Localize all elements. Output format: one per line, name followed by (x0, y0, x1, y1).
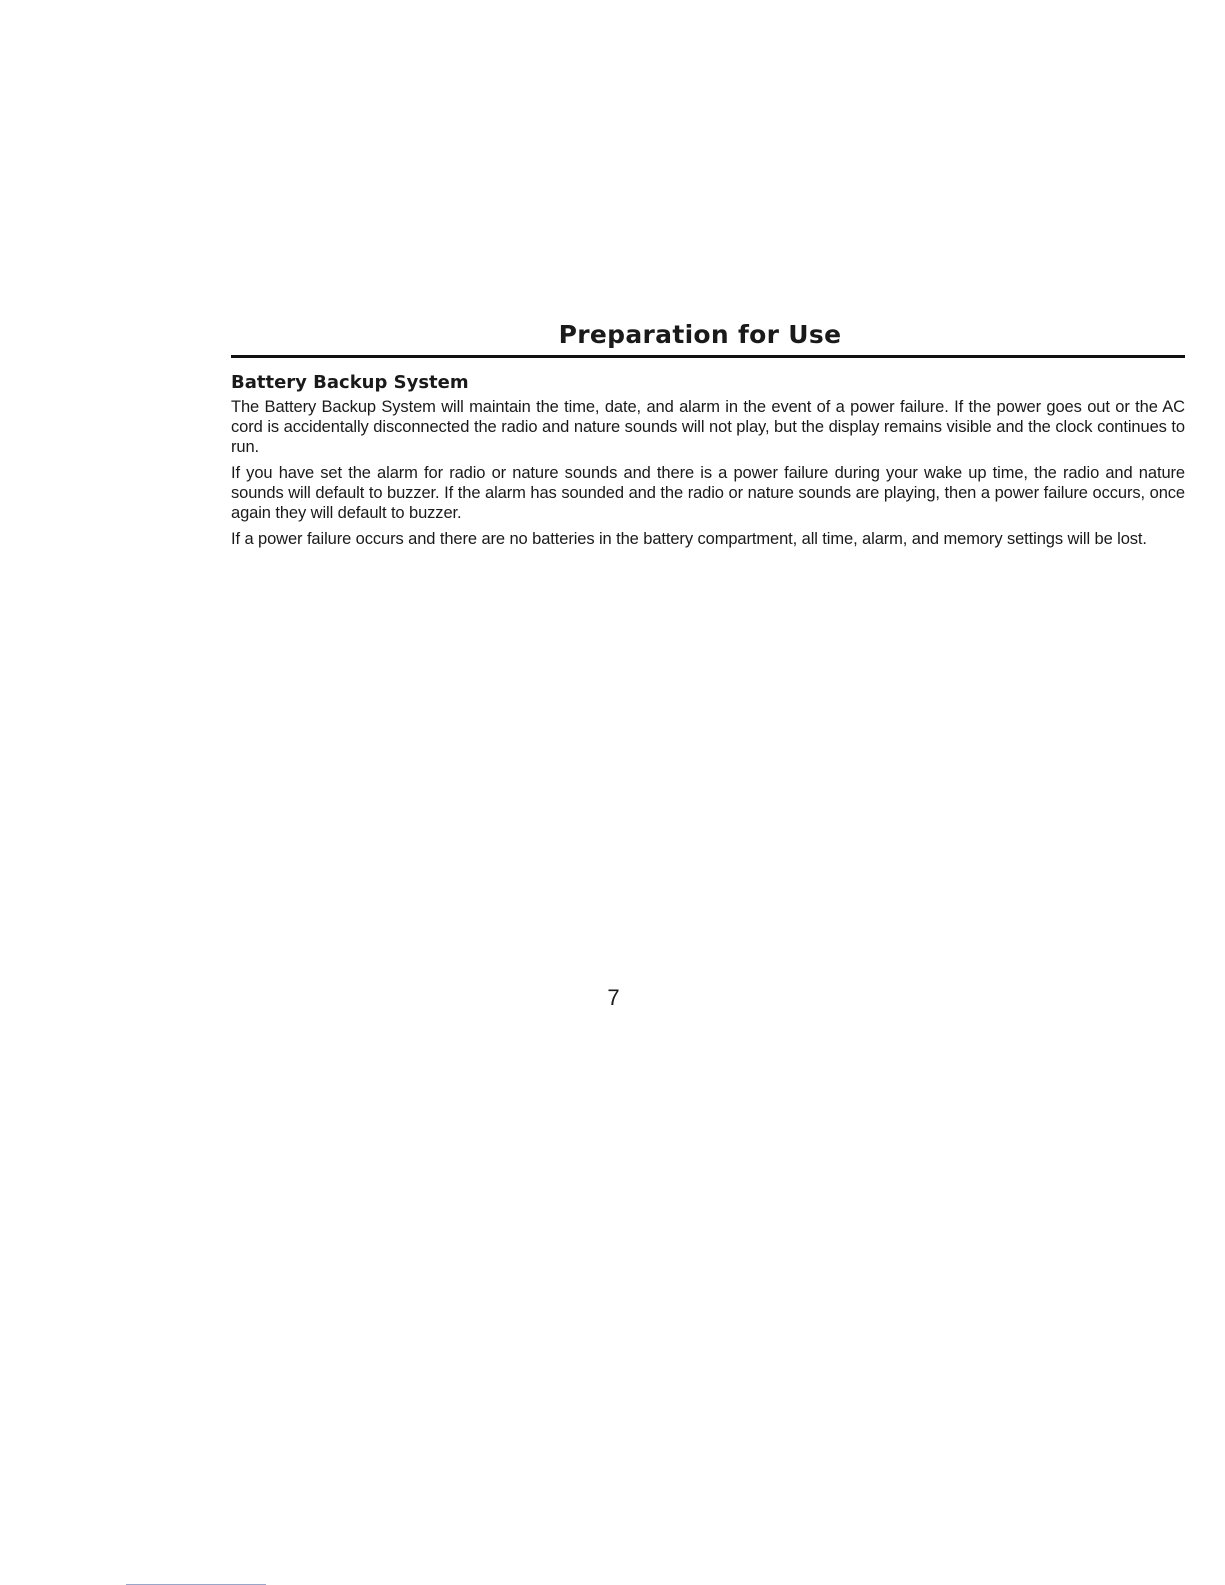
page-content (231, 320, 1185, 555)
subsection-title: Battery Backup System (231, 372, 469, 393)
section-divider (231, 355, 1185, 358)
paragraph-settings-lost: If a power failure occurs and there are no batteries in the battery compartment, all time, alarm, and memory settings will be lost. (231, 530, 1147, 548)
paragraph-battery-backup-intro: The Battery Backup System will maintain the time, date, and alarm in the event of a power failure. If the power goes out or the AC cord is accidentally disconnected the radio and nature sounds will not play, but the display remains visible and the clock continues to run. (231, 398, 1185, 456)
section-title: Preparation for Use (558, 320, 842, 349)
paragraph-alarm-default-buzzer: If you have set the alarm for radio or nature sounds and there is a power failure during your wake up time, the radio and nature sounds will default to buzzer. If the alarm has sounded and the radio or nature sounds are playing, then a power failure occurs, once again they will default to buzzer. (231, 464, 1185, 522)
page-number: 7 (607, 985, 620, 1010)
